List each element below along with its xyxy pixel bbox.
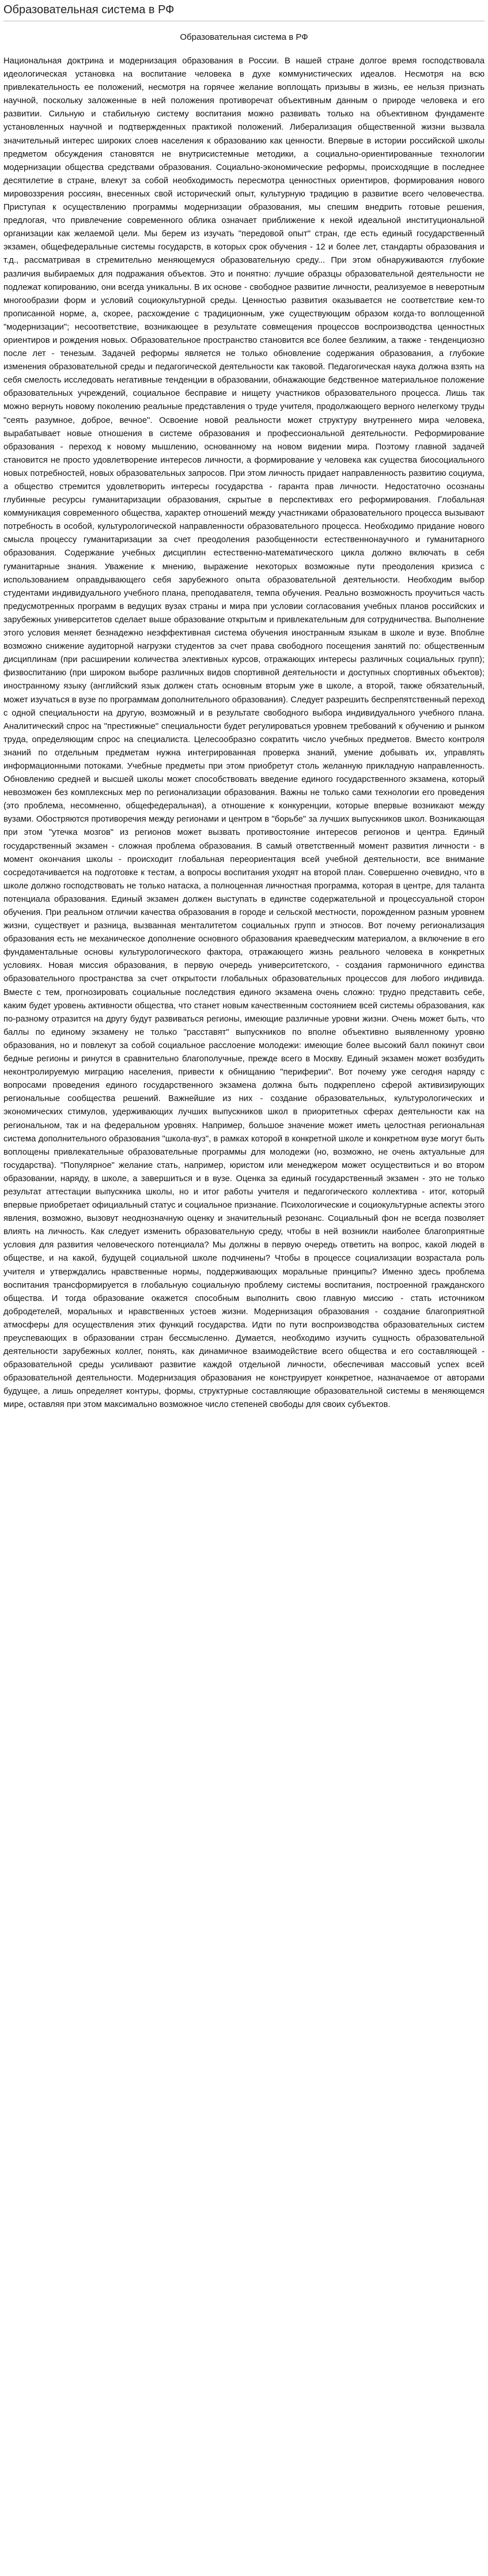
- document-body: Национальная доктрина и модернизация образования в России. В нашей стране долгое время господствовала идеологическая установка на воспитание человека в духе коммунистических идеалов. Несмотря на всю привлекательность ее положений, несмотря на горячее желание воплощать призывы в жизнь, ее нельзя признать научной, поскольку заложенные в ней положения противоречат объективным данным о природе человека и его развитии. Сильную и стабильную систему воспитания можно развивать только на объективном фундаменте установленных научной и подтвержденных практикой положений. Либерализация общественной жизни вызвала значительный интерес широких слоев населения к образованию как ценности. Впервые в истории российской школы предметом обсуждения становятся не внутрисистемные методики, а социально-ориентированные технологии модернизации общества средствами образования. Социально-экономические реформы, происходящие в последнее десятилетие в стране, влекут за собой необходимость пересмотра ценностных ориентиров, формирования нового мировоззрения россиян, внесенных свой исторический опыт, культурную традицию в развитие всего человечества. Приступая к осуществлению программы модернизации образования, мы спешим внедрить готовые решения, предлогая, что привлечение современного облика означает приближение к некой идеальной институциональной организации как желаемой цели. Мы берем из изучать "передовой опыт" стран, где есть единый государственный экзамен, общефедеральные системы государств, в которых срок обучения - 12 и более лет, стандарты образования и т.д., рассматривая в стремительно меняющемуся образовательную среду... При этом обнаруживаются глубокие различия выбираемых для подражания объектов. Это и понятно: лучшие образцы образовательной деятельности не подлежат копированию, они всегда уникальны. В их основе - свободное развитие личности, реализуемое в неверотным многообразии форм и условий социокультурной среды. Ценностью развития оказывается не соответствие кем-то прописанной норме, а, скорее, расхождение с традиционным, уже существующим образом когда-то воплощенной "модернизации"; несоответствие, возникающее в результате совмещения процессов воспроизводства ценностных ориентиров и рождения новых. Образовательное пространство становится все более безликим, а также - тенденциозно после лет - тенезым. Задачей реформы является не только обновление содержания образования, а глубокие изменения образовательной среды и педагогической деятельности как таковой. Педагогическая наука должна взять на себя смелость исследовать негативные тенденции в образовании, обнажающие бедственное материальное положение образовательных учреждений, социальное бесправие и нищету участников образовательного процесса. Лишь так можно вернуть новому поколению реальные представления о труде учителя, продолжающего верного нелегкому труды "сеять разумное, доброе, вечное". Освоение новой реальности может структуру внутреннего мира человека, вырабатывает новые отношения в системе образования и профессиональной деятельности. Реформирование образования - переход к новому мышлению, основанному на новом видении мира. Поэтому главной задачей становится не просто удовлетворение интересов личности, а формирование у человека как существа биосоциального новых потребностей, новых образовательных запросов. При этом личность придает направленность развитию социума, а общество стремится удовлетворить интересы государства - гаранта прав личности. Недостаточно осознаны глубинные ресурсы гуманитаризации образования, скрытые в перспективах его реформирования. Глобальная коммуникация современного общества, характер отношений между участниками образовательного процесса вызывают потребность в особой, культурологической направленности образовательного процесса. Необходимо придание нового смысла процессу гуманитаризации за счет преодоления разобщенности естественнонаучного и гуманитарного образования. Содержание учебных дисциплин естественно-математического цикла должно включать в себя гуманитарные знания. Уважение к мнению, выражение некоторых возможные пути преодоления кризиса с использованием оправдывающего себя зарубежного опыта образовательной деятельности. Необходим выбор студентами индивидуального учебного плана, преподавателя, темпа обучения. Реально возможность проучиться часть предусмотренных программ в ведущих вузах страны и мира при условии согласования учебных планов российских и зарубежных университетов сделает выше образование открытым и привлекательным для сотрудничества. Выполнение этого условия меняет безнадежно неэффективная система обучения иностранным языкам в школе и вузе. Впоблне возможно снижение аудиторной нагрузки студентов за счет права свободного посещения занятий по: общественным дисциплинам (при расширении количества элективных курсов, отражающих интересы различных социальных групп); физвоспитанию (при широком выборе различных видов спортивной деятельности и доступных спортивных объектов); иностранному языку (английский язык должен стать основным вторым уже в школе, а второй, также обязательный, может изучаться в вузе по программам дополнительного образования). Следует разрешить беспрепятственный переход с одной специальности на другую, возможный и в результате свободного выбора индивидуального учебного плана. Аналитический спрос на "престижные" специальности будет регулироваться уровнем требований к обучению и рынком труда, определяющим спрос на специалиста. Целесообразно сократить число учебных предметов. Вместо контроля знаний по отдельным предметам нужна интегрированная проверка знаний, умение добывать их, управлять информационными потоками. Учебные предметы при этом приобретут столь желанную прикладную направленность. Обновлению средней и высшей школы может способствовать введение единого государственного экзамена, который невозможен без комплексных мер по регионализации образования. Важны не только сами технологии его проведения (это проблема, несомненно, общефедеральная), а отношение к конкуренции, которые впервые возникают между вузами. Обостряются противоречия между регионами и центром в "борьбе" за лучших выпускников школ. Возникающая при этом "утечка мозгов" из регионов может вызвать противостояние интересов регионов и центра. Единый государственный экзамен - сложная проблема образования. В самый ответственный момент развития личности - в момент окончания школы - происходит глобальная переориентация всей учебной деятельности, все внимание сосредотачивается на подготовке к тестам, а вопросы воспитания уходят на второй план. Совершенно очевидно, что в школе должно господствовать не только натаска, а полноценная личностная программа, которая в центре, для таланта потенциала образования. Единый экзамен должен выступать в единстве содержательной и процессуальной сторон обучения. При реальном отличии качества образования в городе и сельской местности, порожденном разным уровнем жизни, существует и разница, вызванная менталитетом социальных групп и этносов. Вот почему регионализация образования есть не механическое дополнение основного образования краеведческим материалом, а включение в его фундаментальные основы культурологического фактора, отражающего жизнь реального человека в конкретных условиях. Новая миссия образования, в первую очередь университетского, - создания гармоничного единства образовательного пространства за счет открытости глобальных образовательных процессов для любого индивида. Вместе с тем, прогнозировать социальные последствия единого экзамена очень сложно: трудно представить себе, каким будет уровень активности общества, что станет новым качественным состоянием всей системы образования, как по-разному отразится на другу будут развиваться регионы, имеющие различные уровни жизни. Очень может быть, что баллы по единому экзамену не только "расставят" выпускников по вполне объективно выявленному уровню образования, но и повлекут за собой социальное расслоение молодежи: имеющие более высокий балл покинут свои бедные регионы и ринутся в сравнительно благополучные, прежде всего в Москву. Единый экзамен может возбудить неконтролируемую миграцию населения, привести к обнищанию "периферии". Вот почему уже сегодня наряду с вопросами проведения единого государственного экзамена должна быть подкреплено сферой активизирующих региональные сообщества решений. Важнейшие из них - создание образовательных, культурологических и экономических стимулов, удерживающих лучших выпускников школ в приоритетных сферах деятельности как на региональном, так и на федеральном уровнях. Например, большое значение может иметь целостная региональная система дополнительного образования "школа-вуз", в рамках которой в конкретной школе и конкретном вузе могут быть воплощены привлекательные образовательные программы для молодежи (но, возможно, не очень актуальные для государства). "Популярное" желание стать, например, юристом или менеджером может осуществиться и во втором образовании, наряду, в школе, а завершиться и в вузе. Оценка за единый государственный экзамен - это не только результат аттестации выпускника школы, но и итог работы учителя и педагогического коллектива - итог, который впервые приобретает официальный статус и социальное признание. Психологические и социокультурные аспекты этого явления, возможно, вызовут неоднозначную оценку и значительный резонанс. Социальный фон не всегда позволяет влиять на личность. Как следует изменить образовательную среду, чтобы в ней возникли наиболее благоприятные условия для развития человеческого потенциала? Мы должны в первую очередь ответить на вопрос, какой людей в обществе, и на какой, будущей социальной школе подчинены? Чтобы в процессе социализации возрастала роль учителя и утверждались нравственные нормы, поддерживающих моральные принципы? Именно здесь проблема воспитания трансформируется в глобальную социальную проблему системы воспитания, построенной гражданского общества. И тогда образование окажется способным выполнить свою главную миссию - стать источником добродетелей, моральных и нравственных устоев жизни. Модернизация образования - создание благоприятной атмосферы для осуществления этих функций государства. Идти по пути воспроизводства образовательных систем преуспевающих в образовании стран бессмысленно. Думается, необходимо изучить сущность образовательной деятельности зарубежных коллег, понять, как динамичное взаимодействие всего общества и его составляющей - образовательной среды усиливают развитие каждой отдельной личности, обеспечивая массовый успех всей образовательной деятельности. Модернизация образования не конструирует конкретное, назначаемое от авторами будущее, а лишь определяет контуры, формы, структурные составляющие образовательной системы в меняющемся мире, оставляя при этом максимально возможное число степеней свободы для своих субъектов.: [3, 56, 485, 1410]
- document-heading: Образовательная система в РФ: [180, 32, 308, 42]
- page-title: Образовательная система в РФ: [3, 0, 485, 21]
